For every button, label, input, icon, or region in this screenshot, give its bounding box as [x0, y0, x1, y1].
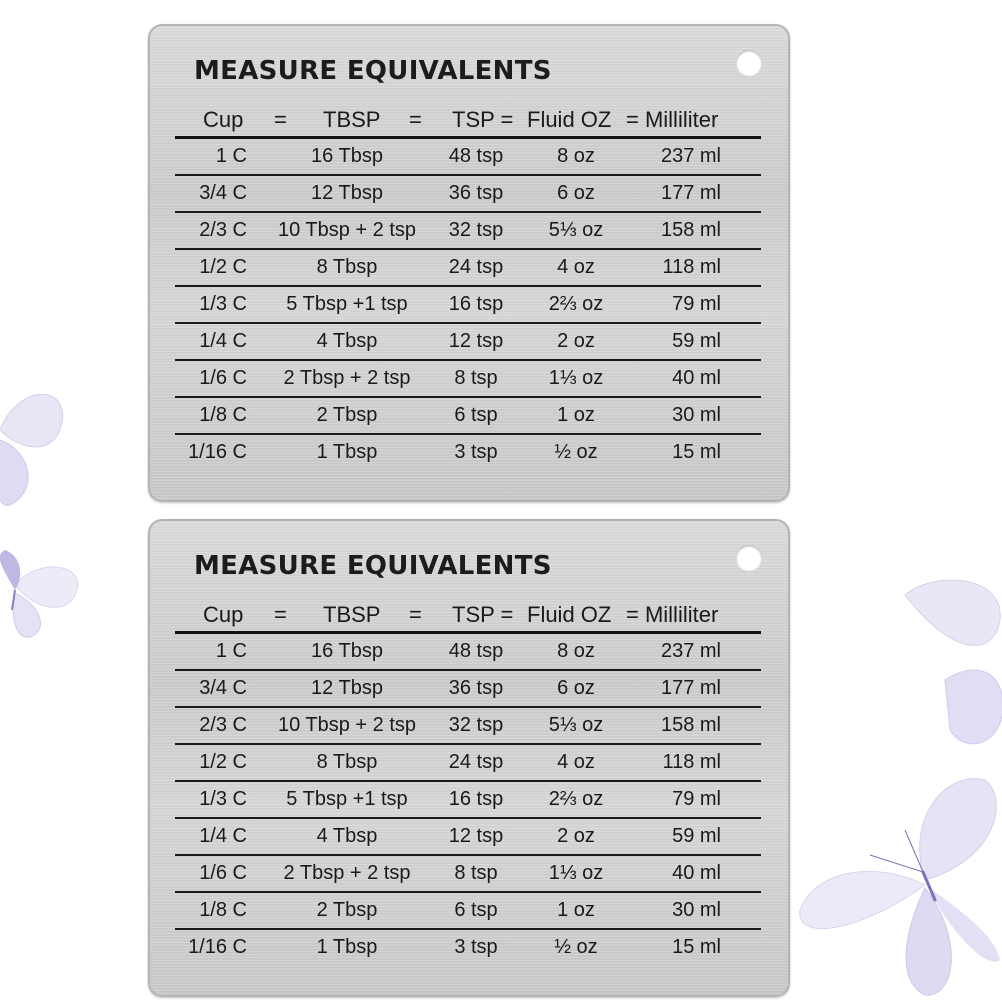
header-equals: = — [409, 107, 422, 132]
cell-milliliter: 158 ml — [660, 714, 721, 736]
header-milliliter: = Milliliter — [626, 107, 719, 132]
hanging-hole — [736, 545, 762, 571]
cell-fluid-oz: ½ oz — [554, 936, 598, 958]
header-equals: = — [409, 602, 422, 627]
cell-cup: 1/4 C — [199, 330, 247, 352]
cell-tbsp: 16 Tbsp — [311, 640, 383, 662]
cell-tsp: 6 tsp — [454, 404, 498, 426]
cell-cup: 1/6 C — [199, 862, 247, 884]
cell-fluid-oz: 2⅔ oz — [548, 293, 604, 315]
cell-milliliter: 40 ml — [672, 862, 721, 884]
table-row — [175, 139, 761, 176]
cell-fluid-oz: 4 oz — [557, 256, 595, 278]
header-cup: Cup — [203, 107, 244, 132]
cell-tsp: 16 tsp — [448, 293, 504, 315]
table-row — [175, 361, 761, 398]
cell-cup: 1 C — [215, 145, 247, 167]
cell-fluid-oz: 1 oz — [557, 404, 595, 426]
cell-tsp: 32 tsp — [448, 219, 504, 241]
table-row — [175, 708, 761, 745]
cell-milliliter: 59 ml — [672, 330, 721, 352]
cell-tbsp: 2 Tbsp — [316, 899, 378, 921]
cell-fluid-oz: 2 oz — [557, 330, 595, 352]
cell-cup: 2/3 C — [199, 219, 247, 241]
cell-cup: 1/8 C — [199, 899, 247, 921]
table-row — [175, 745, 761, 782]
butterfly-icon-right-bottom — [795, 760, 1002, 1000]
cell-tsp: 6 tsp — [454, 899, 498, 921]
cell-milliliter: 118 ml — [662, 256, 721, 278]
table-row — [175, 930, 761, 965]
cell-milliliter: 30 ml — [672, 899, 721, 921]
cell-tsp: 16 tsp — [448, 788, 504, 810]
measure-card — [148, 24, 790, 502]
cell-tbsp: 4 Tbsp — [316, 330, 378, 352]
cell-cup: 1 C — [215, 640, 247, 662]
header-tsp: TSP = — [452, 107, 514, 132]
cell-tbsp: 1 Tbsp — [316, 936, 378, 958]
cell-milliliter: 237 ml — [660, 145, 721, 167]
cell-tsp: 3 tsp — [454, 936, 498, 958]
cell-cup: 3/4 C — [199, 182, 247, 204]
cell-fluid-oz: 1 oz — [557, 899, 595, 921]
cell-fluid-oz: 5⅓ oz — [548, 219, 604, 241]
table-row — [175, 671, 761, 708]
cell-milliliter: 118 ml — [662, 751, 721, 773]
header-tsp: TSP = — [452, 602, 514, 627]
hanging-hole — [736, 50, 762, 76]
cell-tbsp: 10 Tbsp + 2 tsp — [277, 219, 417, 241]
cell-fluid-oz: 5⅓ oz — [548, 714, 604, 736]
cell-fluid-oz: 2⅔ oz — [548, 788, 604, 810]
cell-tbsp: 12 Tbsp — [311, 182, 383, 204]
header-equals: = — [274, 602, 287, 627]
table-row — [175, 176, 761, 213]
cell-tsp: 12 tsp — [448, 330, 504, 352]
cell-tsp: 48 tsp — [448, 640, 504, 662]
cell-tbsp: 12 Tbsp — [311, 677, 383, 699]
table-row — [175, 782, 761, 819]
cell-fluid-oz: 6 oz — [557, 182, 595, 204]
cell-milliliter: 177 ml — [660, 182, 721, 204]
measure-card — [148, 519, 790, 997]
header-cup: Cup — [203, 602, 244, 627]
cell-milliliter: 40 ml — [672, 367, 721, 389]
header-fluid-oz: Fluid OZ — [527, 602, 612, 627]
cell-tbsp: 2 Tbsp + 2 tsp — [283, 367, 411, 389]
cell-cup: 1/16 C — [188, 936, 247, 958]
cell-tsp: 36 tsp — [448, 677, 504, 699]
cell-tbsp: 16 Tbsp — [311, 145, 383, 167]
cell-tbsp: 8 Tbsp — [316, 751, 378, 773]
cell-tsp: 12 tsp — [448, 825, 504, 847]
cell-milliliter: 79 ml — [672, 788, 721, 810]
table-row — [175, 435, 761, 470]
header-tbsp: TBSP — [323, 107, 381, 132]
cell-tbsp: 5 Tbsp +1 tsp — [286, 293, 408, 315]
cell-cup: 1/2 C — [199, 751, 247, 773]
cell-tsp: 8 tsp — [454, 862, 498, 884]
cell-milliliter: 177 ml — [660, 677, 721, 699]
butterfly-icon-left-bottom — [0, 545, 95, 645]
cell-milliliter: 158 ml — [660, 219, 721, 241]
cell-tsp: 48 tsp — [448, 145, 504, 167]
table-row — [175, 213, 761, 250]
header-equals: = — [274, 107, 287, 132]
cell-milliliter: 15 ml — [672, 441, 721, 463]
cell-cup: 1/8 C — [199, 404, 247, 426]
cell-cup: 1/3 C — [199, 293, 247, 315]
cell-cup: 1/3 C — [199, 788, 247, 810]
table-header — [175, 599, 761, 634]
cell-tbsp: 10 Tbsp + 2 tsp — [277, 714, 417, 736]
butterfly-icon-right-top — [895, 570, 1002, 770]
cell-fluid-oz: 4 oz — [557, 751, 595, 773]
cell-milliliter: 15 ml — [672, 936, 721, 958]
cell-tbsp: 1 Tbsp — [316, 441, 378, 463]
cell-tsp: 36 tsp — [448, 182, 504, 204]
cell-fluid-oz: 2 oz — [557, 825, 595, 847]
table-row — [175, 634, 761, 671]
cell-milliliter: 79 ml — [672, 293, 721, 315]
card-title: MEASURE EQUIVALENTS — [194, 551, 552, 581]
cell-cup: 1/4 C — [199, 825, 247, 847]
header-milliliter: = Milliliter — [626, 602, 719, 627]
cell-milliliter: 59 ml — [672, 825, 721, 847]
table-row — [175, 893, 761, 930]
cell-tsp: 32 tsp — [448, 714, 504, 736]
cell-tsp: 8 tsp — [454, 367, 498, 389]
cell-tbsp: 2 Tbsp + 2 tsp — [283, 862, 411, 884]
cell-cup: 1/16 C — [188, 441, 247, 463]
cell-cup: 2/3 C — [199, 714, 247, 736]
conversion-table — [175, 599, 761, 965]
cell-tsp: 24 tsp — [448, 256, 504, 278]
butterfly-icon-left-top — [0, 370, 80, 520]
conversion-table — [175, 104, 761, 470]
cell-cup: 3/4 C — [199, 677, 247, 699]
table-row — [175, 250, 761, 287]
cell-tbsp: 2 Tbsp — [316, 404, 378, 426]
table-row — [175, 856, 761, 893]
table-row — [175, 324, 761, 361]
cell-fluid-oz: 8 oz — [557, 145, 595, 167]
cell-fluid-oz: ½ oz — [554, 441, 598, 463]
cell-tbsp: 4 Tbsp — [316, 825, 378, 847]
cell-tbsp: 5 Tbsp +1 tsp — [286, 788, 408, 810]
header-tbsp: TBSP — [323, 602, 381, 627]
table-row — [175, 287, 761, 324]
cell-milliliter: 30 ml — [672, 404, 721, 426]
cell-tsp: 3 tsp — [454, 441, 498, 463]
cell-fluid-oz: 1⅓ oz — [548, 367, 604, 389]
cell-tbsp: 8 Tbsp — [316, 256, 378, 278]
cell-tsp: 24 tsp — [448, 751, 504, 773]
cell-cup: 1/6 C — [199, 367, 247, 389]
cell-fluid-oz: 1⅓ oz — [548, 862, 604, 884]
cell-fluid-oz: 8 oz — [557, 640, 595, 662]
cell-cup: 1/2 C — [199, 256, 247, 278]
header-fluid-oz: Fluid OZ — [527, 107, 612, 132]
table-header — [175, 104, 761, 139]
cell-milliliter: 237 ml — [660, 640, 721, 662]
table-row — [175, 819, 761, 856]
table-row — [175, 398, 761, 435]
cell-fluid-oz: 6 oz — [557, 677, 595, 699]
card-title: MEASURE EQUIVALENTS — [194, 56, 552, 86]
